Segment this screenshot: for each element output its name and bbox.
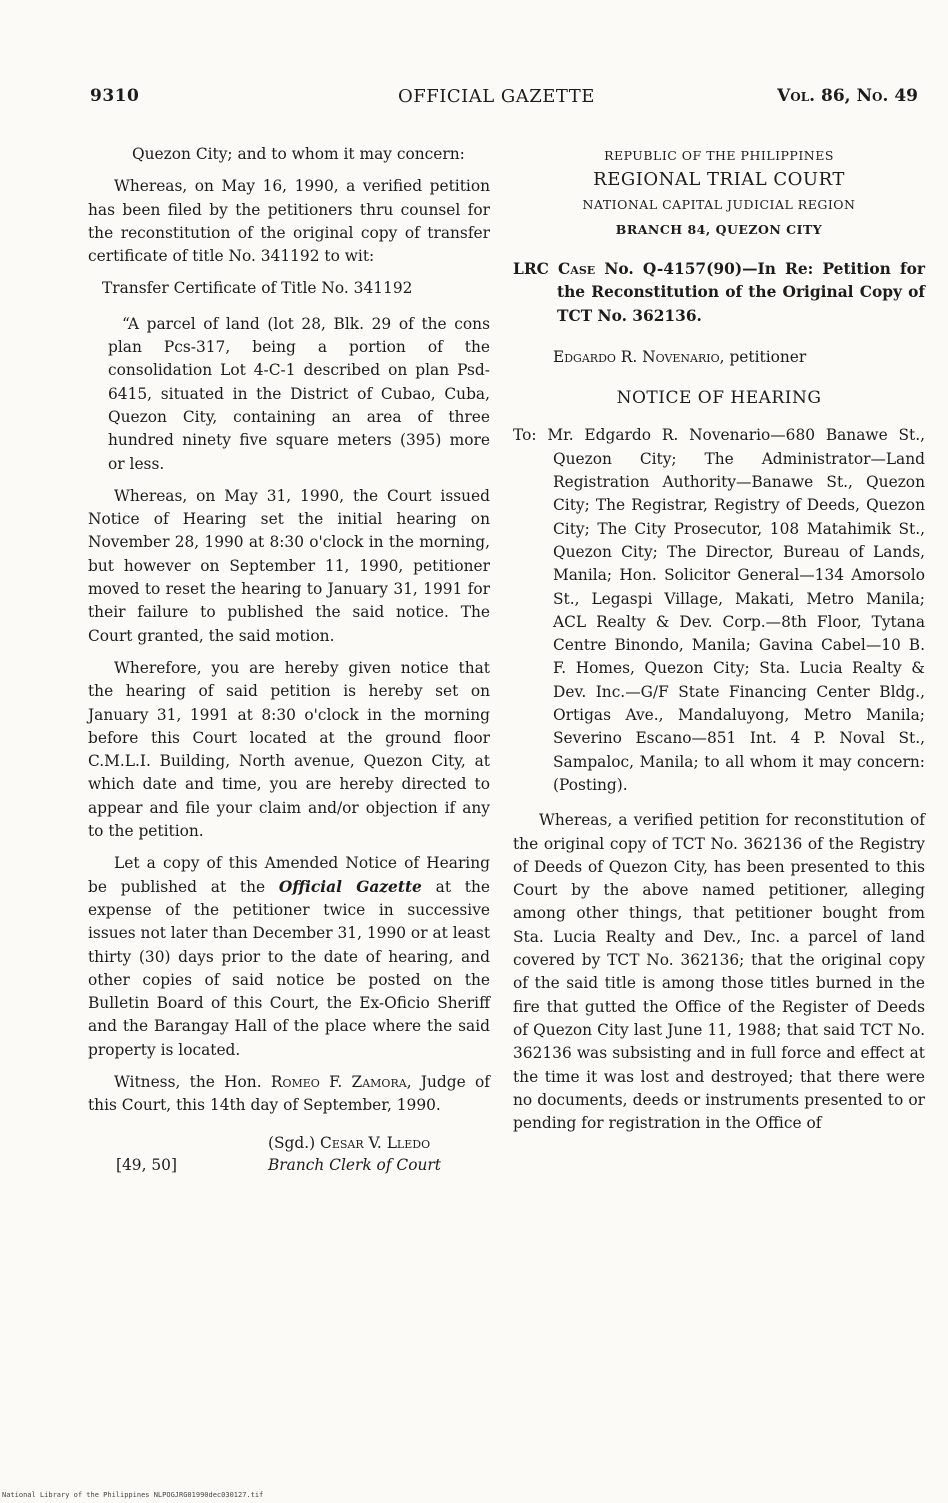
volume-issue: Vol. 86, No. 49 — [777, 86, 918, 106]
whereas-hearing-paragraph: Whereas, on May 31, 1990, the Court issued Notice of Hearing set the initial hearing on November 28, 1990 at 8:30 o'clock in the morning, but however on September 11, 1990, petitioner moved to reset the hearing to January 31, 1991 for their failure to published the said notice. The Court granted, the said motion. — [88, 486, 490, 645]
certificate-title: Transfer Certificate of Title No. 341192 — [102, 279, 413, 298]
right-column — [513, 143, 925, 1144]
page-number: 9310 — [90, 86, 140, 106]
left-column — [88, 143, 490, 1176]
land-description-quote: “A parcel of land (lot 28, Blk. 29 of the cons plan Pcs-317, being a portion of the consolidation Lot 4-C-1 described on plan Psd-6415, situated in the District of Cubao, Cuba, Quezon City, containing an area of three hundred ninety five square meters (395) more or less. — [108, 314, 490, 473]
scan-footer: National Library of the Philippines NLPOGJRG01990dec030127.tif — [2, 1491, 264, 1499]
court-region: NATIONAL CAPITAL JUDICIAL REGION — [582, 197, 856, 212]
issue-code: [49, 50] — [116, 1155, 177, 1174]
case-label: LRC Case — [513, 260, 596, 278]
salutation-tail: Quezon City; and to whom it may concern: — [132, 145, 465, 163]
signatory-line: (Sgd.) Cesar V. Lledo — [268, 1133, 431, 1152]
wherefore-paragraph: Wherefore, you are hereby given notice that the hearing of said petition is hereby set on January 31, 1991 at 8:30 o'clock in the morning before this Court located at the ground floor C.M.L.I. Building, North avenue, Quezon City, at which date and time, you are hereby directed to appear and file your claim and/or objection if any to the petition. — [88, 658, 490, 841]
signature-block — [88, 1132, 490, 1176]
judge-name: Romeo F. Zamora — [270, 1072, 407, 1091]
petitioner-line: Edgardo R. Novenario, petitioner — [553, 347, 807, 366]
witness-paragraph: Witness, the Hon. Romeo F. Zamora, Judge of this Court, this 14th day of September, 1990. — [88, 1072, 490, 1115]
notice-title: NOTICE OF HEARING — [616, 388, 822, 409]
court-republic: REPUBLIC OF THE PHILIPPINES — [604, 148, 834, 163]
whereas-reconstitution-paragraph: Whereas, a verified petition for reconstitution of the original copy of TCT No. 362136 of the Registry of Deeds of Quezon City, has been presented to this Court by the above named petitioner, alleging among other things, that petitioner bought from Sta. Lucia Realty and Dev., Inc. a parcel of land covered by TCT No. 362136; that the original copy of the said title is among those titles burned in the fire that gutted the Office of the Register of Deeds of Quezon City last June 11, 1988; that said TCT No. 362136 was subsisting and in full force and effect at the time it was lost and destroyed; that there were no documents, deeds or instruments presented to or pending for registration in the Office of — [513, 811, 925, 1133]
addressees-paragraph: To: Mr. Edgardo R. Novenario—680 Banawe St., Quezon City; The Administrator—Land Registration Authority—Banawe St., Quezon City; The Registrar, Registry of Deeds, Quezon City; The City Prosecutor, 108 Matahimik St., Quezon City; The Director, Bureau of Lands, Manila; Hon. Solicitor General—134 Amorsolo St., Legaspi Village, Makati, Metro Manila; ACL Realty & Dev. Corp.—8th Floor, Tytana Centre Binondo, Manila; Gavina Cabel—10 B. F. Homes, Quezon City; Sta. Lucia Realty & Dev. Inc.—G/F State Financing Center Bldg., Ortigas Ave., Mandaluyong, Metro Manila; Severino Escano—851 Int. 4 P. Noval St., Sampaloc, Manila; to all whom it may concern: (Posting). — [513, 426, 925, 794]
publication-order-paragraph: Let a copy of this Amended Notice of Hearing be published at the Official Gazette at the expense of the petitioner twice in successive issues not later than December 31, 1990 or at least thirty (30) days prior to the date of hearing, and other copies of said notice be posted on the Bulletin Board of this Court, the Ex-Oficio Sheriff and the Barangay Hall of the place where the said property is located. — [88, 854, 490, 1059]
court-branch: BRANCH 84, QUEZON CITY — [615, 222, 823, 237]
court-name: REGIONAL TRIAL COURT — [593, 169, 845, 190]
case-caption: LRC Case No. Q-4157(90)—In Re: Petition for the Reconstitution of the Original Copy of TCT No. 362136. — [513, 260, 925, 325]
publication-title: OFFICIAL GAZETTE — [398, 86, 595, 107]
page-header — [0, 86, 948, 116]
gazette-name: Official Gazette — [278, 877, 422, 896]
court-heading — [513, 143, 925, 242]
signatory-title: Branch Clerk of Court — [268, 1155, 441, 1174]
whereas-petition-paragraph: Whereas, on May 16, 1990, a verified petition has been filed by the petitioners thru counsel for the reconstitution of the original copy of transfer certificate of title No. 341192 to wit: — [88, 177, 490, 266]
petitioner-name: Edgardo R. Novenario — [553, 347, 720, 366]
signatory-name: Cesar V. Lledo — [320, 1133, 431, 1152]
